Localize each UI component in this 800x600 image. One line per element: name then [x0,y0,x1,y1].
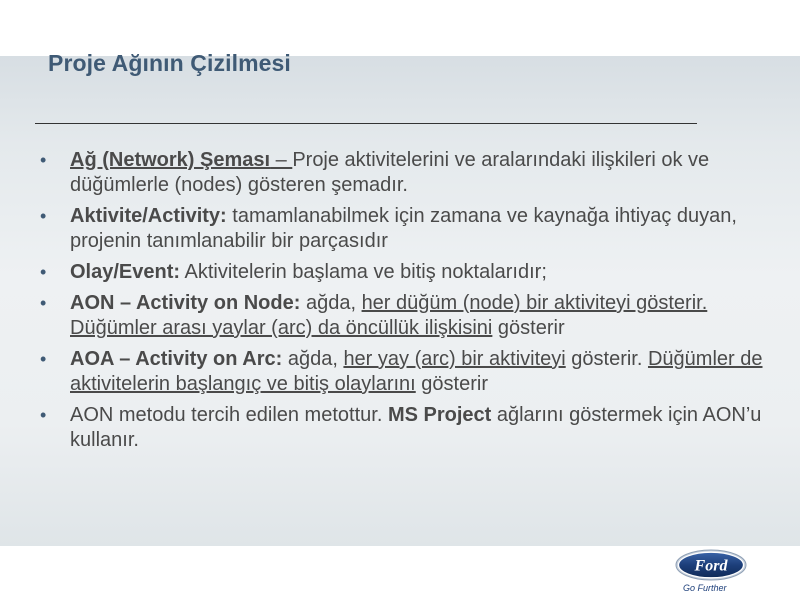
bullet-activity [40,204,780,254]
bullet-separator: – [270,149,293,171]
title-divider [35,123,697,124]
bullet-aon [40,291,780,341]
bullet-network-diagram [40,148,780,198]
bullet-dot-icon: • [40,293,47,313]
ford-oval-icon [674,548,748,582]
bullet-text: Proje aktivitelerini ve aralarındaki ilişkileri ok ve düğümlerle (nodes) gösteren şemadır. [70,149,710,196]
bullet-text: gösterir. [565,348,648,370]
bullet-dot-icon: • [40,405,47,425]
bullet-term: AOA – Activity on Arc: [70,348,283,370]
bullet-term: MS Project [387,404,492,426]
bullet-term: Olay/Event: [70,261,181,283]
ford-tagline: Go Further [683,583,727,593]
bullet-dot-icon: • [40,150,47,170]
bullet-dot-icon: • [40,262,47,282]
bullet-text: tamamlanabilmek için zamana ve kaynağa ihtiyaç duyan, projenin tanımlanabilir bir parçasıdır [70,205,737,252]
bullet-ms-project [40,403,780,453]
bullet-text: ağlarını göstermek için AON’u kullanır. [70,404,762,451]
bullet-text: gösterir [492,317,565,339]
bullet-underlined-text: Düğümler arası yaylar (arc) da öncüllük ilişkisini [70,317,493,339]
bullet-underlined-text: her yay (arc) bir aktiviteyi [343,348,566,370]
bullet-text: gösterir [415,373,488,395]
bullet-text: AON metodu tercih edilen metottur. [70,404,388,426]
bullet-term: Ağ (Network) Şeması [70,149,271,171]
bullet-text: Aktivitelerin başlama ve bitiş noktalarıdır; [180,261,547,283]
bullet-term: AON – Activity on Node: [70,292,301,314]
bullet-aoa [40,347,780,397]
bullet-dot-icon: • [40,206,47,226]
bullet-underlined-text: her düğüm (node) bir aktiviteyi gösterir. [361,292,708,314]
bullet-dot-icon: • [40,349,47,369]
bullet-text: ağda, [300,292,362,314]
bullet-list [40,148,780,459]
ford-logo-wordmark: Ford [694,557,728,575]
bullet-text: ağda, [282,348,344,370]
slide-title: Proje Ağının Çizilmesi [48,50,291,76]
bullet-term: Aktivite/Activity: [70,205,227,227]
bullet-underlined-text: Düğümler de aktivitelerin başlangıç ve bitiş olaylarını [70,348,763,395]
bullet-event [40,260,780,285]
